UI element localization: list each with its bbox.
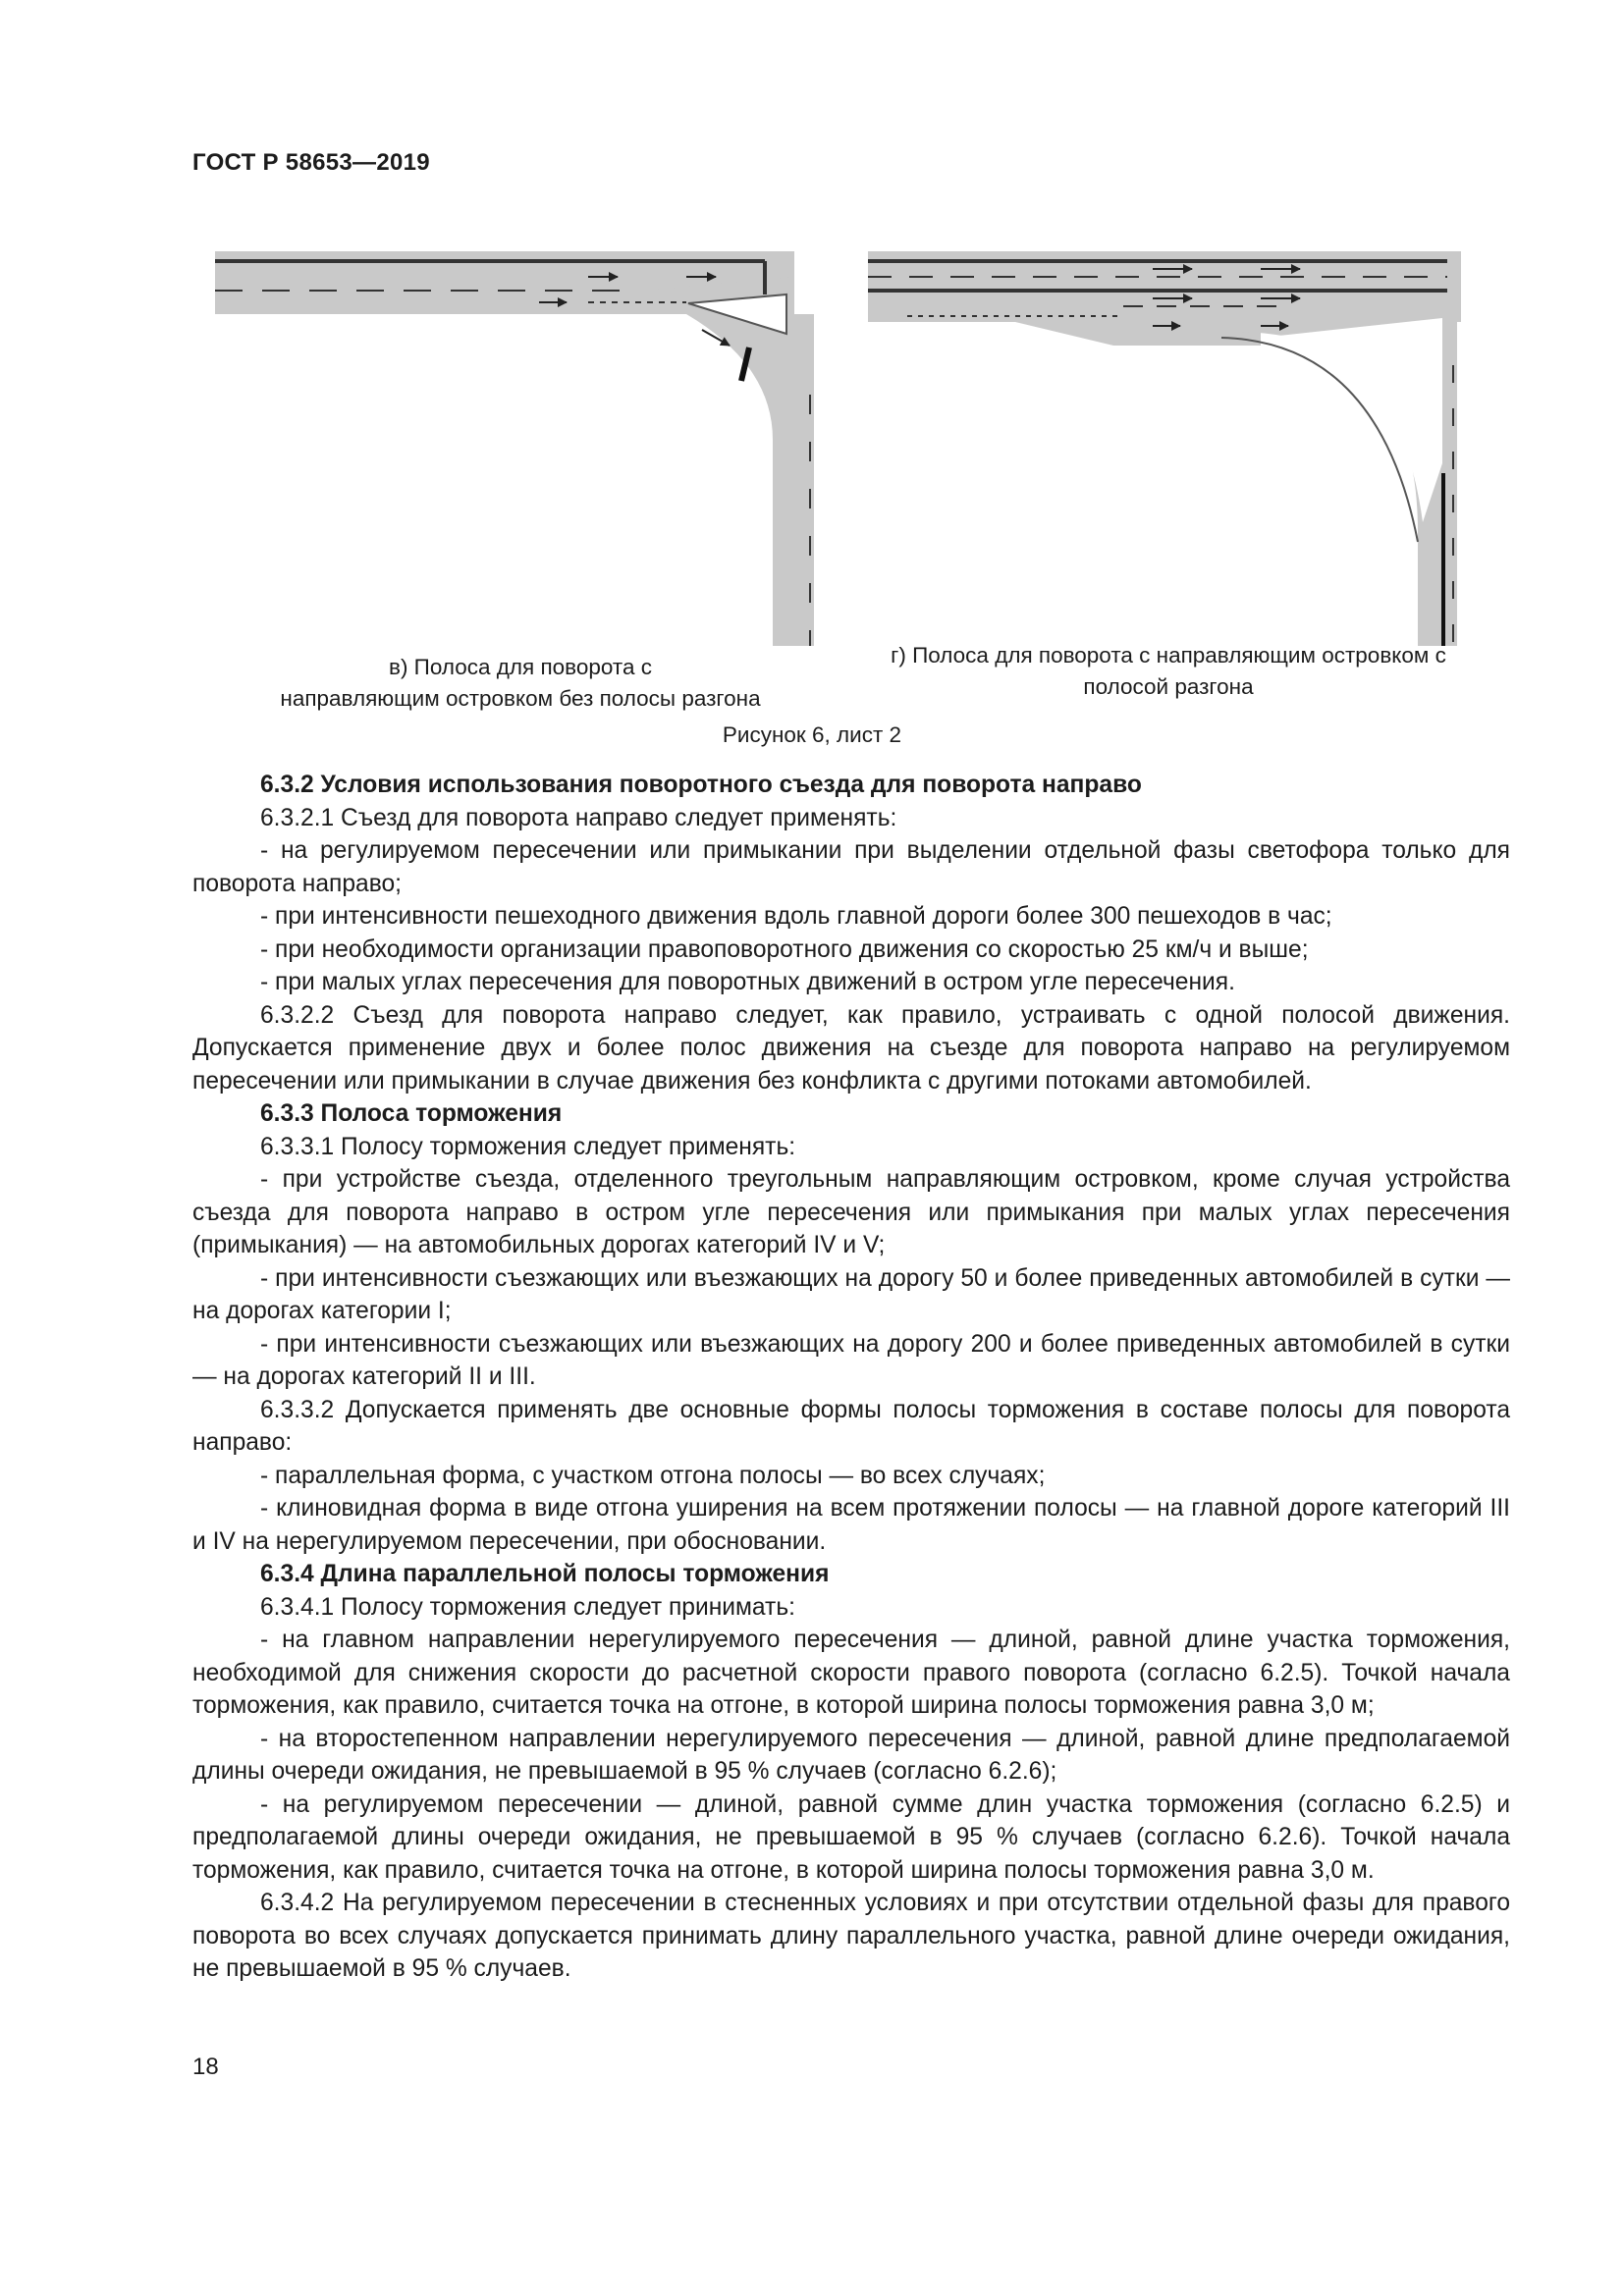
paragraph: 6.3.2.1 Съезд для поворота направо следует применять: [260,804,897,831]
turn-ramp [647,277,794,646]
figure-g-caption: г) Полоса для поворота с направляющим островком с полосой разгона [891,643,1446,699]
paragraph: 6.3.2.2 Съезд для поворота направо следует, как правило, устраивать с одной полосой движения. Допускается применение двух и более полос движения на съезде для поворота направо на регулируемом пересечении или примыкании в случае движения без конфликта с другими потоками автомобилей. [192,1001,1510,1095]
paragraph: - при устройстве съезда, отделенного треугольным направляющим островком, кроме случая устройства съезда для поворота направо в остром угле пересечения или примыкания при малых углах пересечения (примыкания) — на автомобильных дорогах категорий IV и V; [192,1166,1510,1258]
paragraph: - параллельная форма, с участком отгона полосы — во всех случаях; [260,1462,1046,1489]
section-heading: 6.3.2 Условия использования поворотного съезда для поворота направо [260,772,1142,798]
side-road [775,314,814,646]
section-heading: 6.3.3 Полоса торможения [260,1100,563,1127]
guiding-island [1261,318,1442,522]
document-code-header: ГОСТ Р 58653—2019 [192,149,430,176]
paragraph: 6.3.3.1 Полосу торможения следует применять: [260,1133,796,1160]
paragraph: - при интенсивности съезжающих или въезжающих на дорогу 200 и более приведенных автомобилей в сутки — на дорогах категорий II и III. [192,1330,1510,1390]
figure-title: Рисунок 6, лист 2 [722,722,902,747]
paragraph: 6.3.4.2 На регулируемом пересечении в стесненных условиях и при отсутствии отдельной фазы для правого поворота во всех случаях допускается принимать длину параллельного участка, равной длине очереди ожидания, не превышаемой в 95 % случаев. [192,1890,1510,1982]
paragraph: - на регулируемом пересечении — длиной, равной сумме длин участка торможения (согласно 6.2.5) и предполагаемой длины очереди ожидания, не превышаемой в 95 % случаев (согласно 6.2.6). Точкой начала торможения, как правило, считается точка на отгоне, в которой ширина полосы торможения равна 3,0 м. [192,1790,1510,1884]
figure-v-caption: в) Полоса для поворота с направляющим островком без полосы разгона [280,655,761,711]
document-body [192,769,1510,1986]
paragraph: - на второстепенном направлении нерегулируемого пересечения — длиной, равной длине предполагаемой длины очереди ожидания, не превышаемой в 95 % случаев (согласно 6.2.6); [192,1725,1510,1785]
paragraph: - при малых углах пересечения для поворотных движений в остром угле пересечения. [260,969,1235,995]
paragraph: 6.3.3.2 Допускается применять две основные формы полосы торможения в составе полосы для поворота направо: [192,1396,1510,1456]
figure-v-diagram [215,247,827,646]
paragraph: - на регулируемом пересечении или примыкании при выделении отдельной фазы светофора только для поворота направо; [192,837,1510,897]
figure-g-diagram [868,247,1461,646]
paragraph: - при интенсивности пешеходного движения вдоль главной дороги более 300 пешеходов в час; [260,903,1332,930]
paragraph: - при необходимости организации правоповоротного движения со скоростью 25 км/ч и выше; [260,935,1309,963]
page-number: 18 [192,2054,219,2080]
paragraph: - клиновидная форма в виде отгона уширения на всем протяжении полосы — на главной дороге категорий III и IV на нерегулируемом пересечении, при обосновании. [192,1495,1510,1555]
paragraph: - при интенсивности съезжающих или въезжающих на дорогу 50 и более приведенных автомобилей в сутки — на дорогах категории I; [192,1264,1510,1324]
acceleration-lane [868,322,1261,346]
section-heading: 6.3.4 Длина параллельной полосы торможения [260,1561,830,1587]
paragraph: - на главном направлении нерегулируемого пересечения — длиной, равной длине участка торможения, необходимой для снижения скорости до расчетной скорости правого поворота (согласно 6.2.5). Точкой начала торможения, как правило, считается точка на отгоне, в которой ширина полосы торможения равна 3,0 м; [192,1627,1510,1719]
paragraph: 6.3.4.1 Полосу торможения следует принимать: [260,1593,795,1621]
